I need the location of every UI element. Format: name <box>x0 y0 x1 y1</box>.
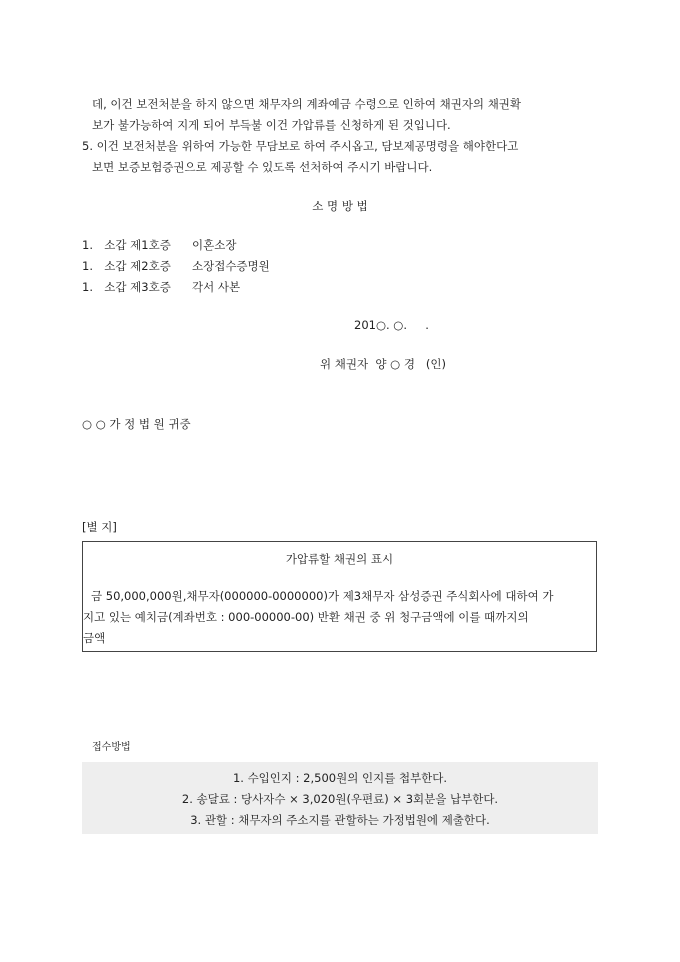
evidence-item <box>82 237 237 253</box>
evidence-num: 1. <box>82 259 93 273</box>
attachment-label: [별 지] <box>82 520 117 534</box>
signature-line: 위 채권자 양 ○ 경 (인) <box>320 357 447 371</box>
evidence-num: 1. <box>82 280 93 294</box>
reception-label: 접수방법 <box>92 742 131 753</box>
claim-box-line-3: 금액 <box>83 631 106 645</box>
evidence-label: 소갑 제2호증 <box>104 259 171 273</box>
evidence-item <box>82 258 270 274</box>
evidence-item <box>82 279 241 295</box>
reception-item-2: 2. 송달료 : 당사자수 × 3,020원(우편료) × 3회분을 납부한다. <box>181 792 499 806</box>
evidence-title: 소 명 방 법 <box>312 199 368 213</box>
body-line-1: 데, 이건 보전처분을 하지 않으면 채무자의 계좌예금 수령으로 인하여 채권자의 채권확 <box>92 97 522 111</box>
claim-box-line-2: 지고 있는 예치금(계좌번호 : 000-00000-00) 반환 채권 중 위 청구금액에 이를 때까지의 <box>83 610 529 624</box>
reception-box <box>82 762 598 834</box>
evidence-desc: 이혼소장 <box>192 238 237 252</box>
claim-box <box>82 541 597 652</box>
document-date: 201○. ○. . <box>354 318 429 332</box>
reception-item-1: 1. 수입인지 : 2,500원의 인지를 첩부한다. <box>232 771 448 785</box>
court-addressee: ○ ○ 가 정 법 원 귀중 <box>82 417 191 431</box>
evidence-label: 소갑 제1호증 <box>104 238 171 252</box>
evidence-desc: 각서 사본 <box>192 280 241 294</box>
reception-item-3: 3. 관할 : 채무자의 주소지를 관할하는 가정법원에 제출한다. <box>190 813 490 827</box>
claim-box-line-1: 금 50,000,000원,채무자(000000-0000000)가 제3채무자 삼성증권 주식회사에 대하여 가 <box>91 589 554 603</box>
claim-box-title: 가압류할 채권의 표시 <box>285 552 394 566</box>
evidence-desc: 소장접수증명원 <box>192 259 270 273</box>
evidence-num: 1. <box>82 238 93 252</box>
body-line-3: 5. 이건 보전처분을 위하여 가능한 무담보로 하여 주시옵고, 담보제공명령을 해야한다고 <box>82 139 519 153</box>
body-line-4: 보면 보증보험증권으로 제공할 수 있도록 선처하여 주시기 바랍니다. <box>92 160 433 174</box>
body-line-2: 보가 불가능하여 지게 되어 부득불 이건 가압류를 신청하게 된 것입니다. <box>92 118 451 132</box>
evidence-label: 소갑 제3호증 <box>104 280 171 294</box>
